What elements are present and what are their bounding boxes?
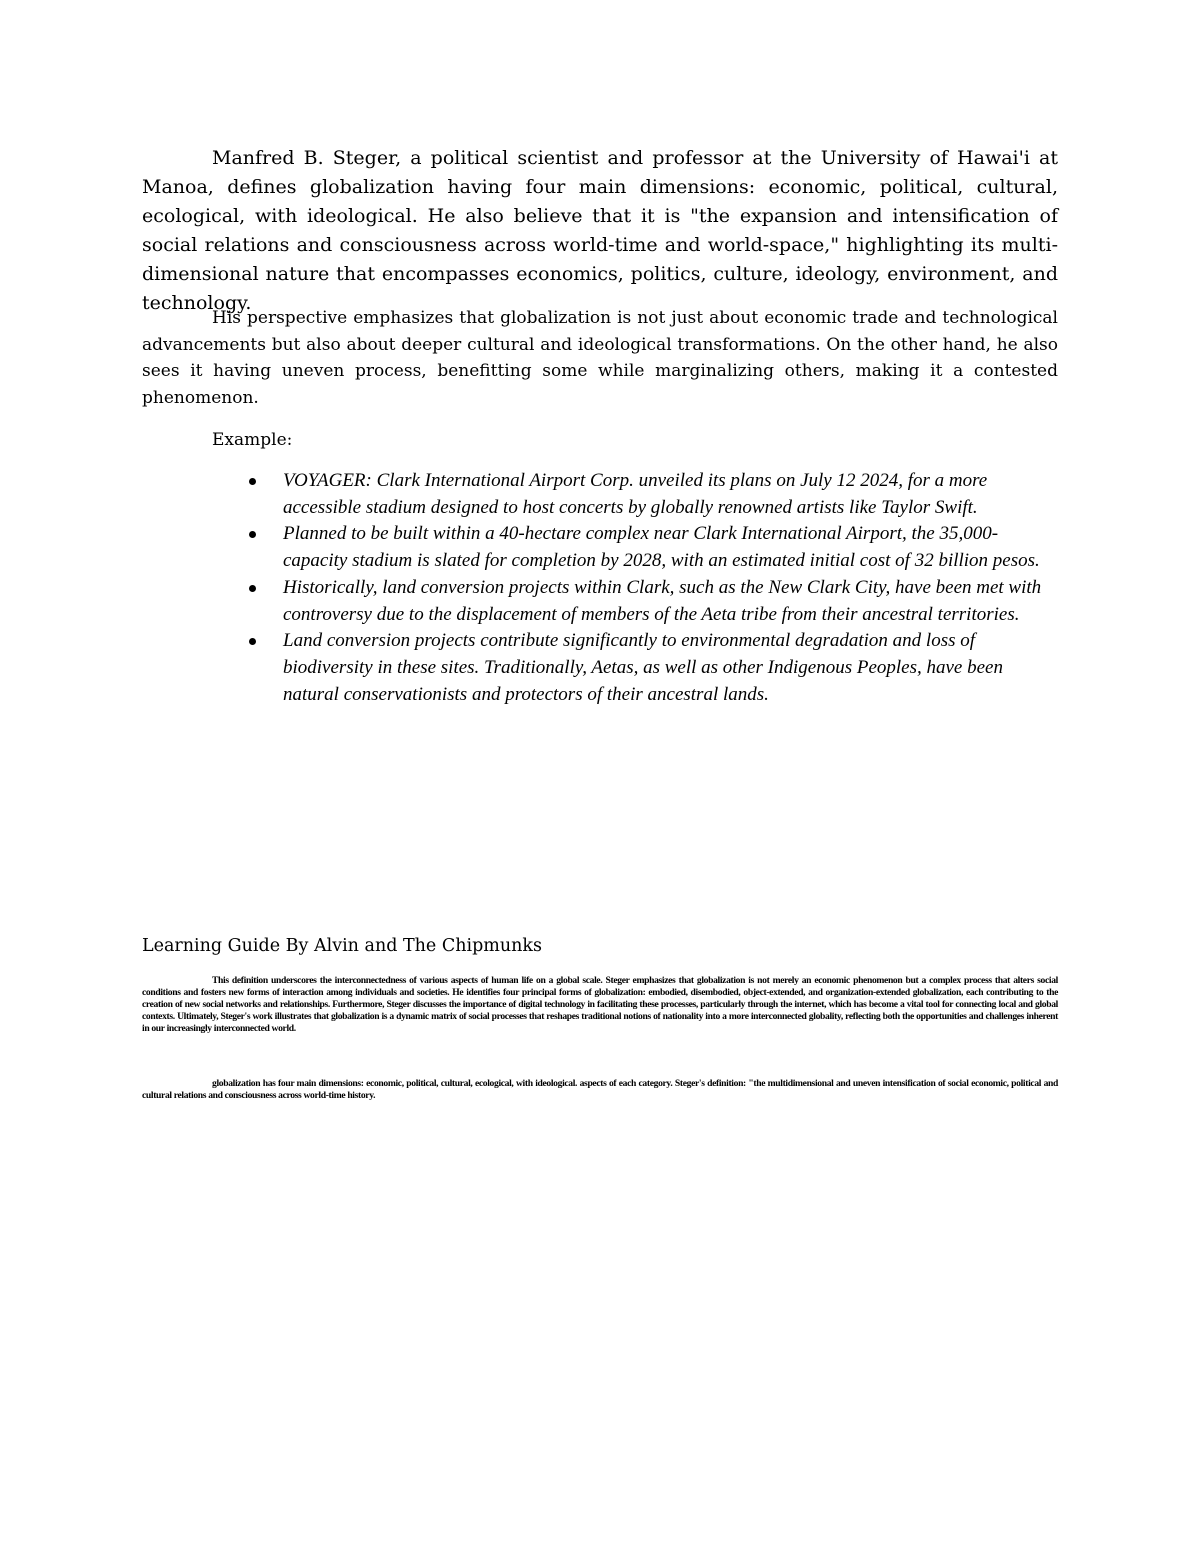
list-item [245, 521, 1055, 574]
bullet-icon [249, 531, 256, 538]
list-item [245, 468, 1055, 521]
bullet-text: Land conversion projects contribute significantly to environmental degradation and loss of biodiversity in these sites. Traditionally, Aetas, as well as other Indigenous Peoples, have been natural conservationists and protectors of their ancestral lands. [283, 630, 1003, 705]
bullet-text: Historically, land conversion projects within Clark, such as the New Clark City, have been met with controversy due to the displacement of members of the Aeta tribe from their ancestral territories. [283, 576, 1042, 625]
example-bullet-list [245, 468, 1055, 708]
bullet-icon [249, 585, 256, 592]
example-label: Example: [212, 430, 293, 450]
paragraph-perspective: His perspective emphasizes that globalization is not just about economic trade and technological advancements but also about deeper cultural and ideological transformations. On the other hand, he also sees it having uneven process, benefitting some while marginalizing others, making it a contested phenomenon. [142, 308, 1058, 408]
paragraph-steger-definition: Manfred B. Steger, a political scientist and professor at the University of Hawai'i at Manoa, defines globalization having four main dimensions: economic, political, cultural, ecological, with ideological. He also believe that it is "the expansion and intensification of social relations and consciousness across world-time and world-space," highlighting its multi-dimensional nature that encompasses economics, politics, culture, ideology, environment, and technology. [142, 147, 1058, 314]
list-item [245, 575, 1055, 628]
small-paragraph-dimensions: globalization has four main dimensions: economic, political, cultural, ecological, with ideological. aspects of each category. Steger's definition: "the multidimensional and uneven intensification of social economic, political and cultural relations and consciousness across world-time history. [142, 1078, 1058, 1101]
bullet-icon [249, 478, 256, 485]
learning-guide-title: Learning Guide By Alvin and The Chipmunks [142, 936, 543, 956]
bullet-text: Planned to be built within a 40-hectare complex near Clark International Airport, the 35,000-capacity stadium is slated for completion by 2028, with an estimated initial cost of 32 billion pesos. [283, 523, 1040, 572]
small-paragraph-definition: This definition underscores the interconnectedness of various aspects of human life on a global scale. Steger emphasizes that globalization is not merely an economic phenomenon but a complex process that alters social conditions and fosters new forms of interaction among individuals and societies. He identifies four principal forms of globalization: embodied, disembodied, object-extended, and organization-extended globalization, each contributing to the creation of new social networks and relationships. Furthermore, Steger discusses the importance of digital technology in facilitating these processes, particularly through the internet, which has become a vital tool for connecting local and global contexts. Ultimately, Steger's work illustrates that globalization is a dynamic matrix of social processes that reshapes traditional notions of nationality into a more interconnected globality, reflecting both the opportunities and challenges inherent in our increasingly interconnected world. [142, 975, 1058, 1034]
list-item [245, 628, 1055, 708]
bullet-icon [249, 638, 256, 645]
bullet-text: VOYAGER: Clark International Airport Corp. unveiled its plans on July 12 2024, for a more accessible stadium designed to host concerts by globally renowned artists like Taylor Swift. [283, 470, 988, 518]
